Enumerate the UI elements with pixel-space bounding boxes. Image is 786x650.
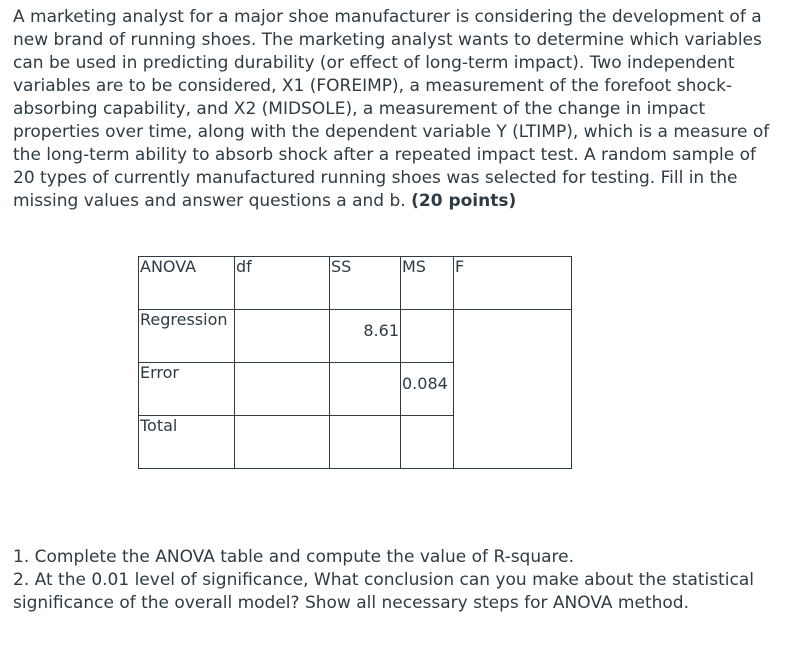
problem-text: A marketing analyst for a major shoe manufacturer is considering the development of a new brand of running shoes. The marketing analyst wants to determine which variables can be used in predicting durability (or effect of long-term impact). Two independent variables are to be considered, X1 (FOREIMP), a measurement of the forefoot shock-absorbing capability, and X2 (MIDSOLE), a measurement of the change in impact properties over time, along with the dependent variable Y (LTIMP), which is a measure of the long-term ability to absorb shock after a repeated impact test. A random sample of 20 types of currently manufactured running shoes was selected for testing. Fill in the missing values and answer questions a and b. — [13, 7, 770, 211]
source-error: Error — [139, 363, 235, 416]
anova-table — [138, 256, 572, 469]
error-df-cell — [235, 363, 330, 416]
regression-ms-cell — [401, 310, 454, 363]
error-ms-cell — [401, 363, 454, 416]
anova-row-regression — [139, 310, 572, 363]
anova-header-row — [139, 257, 572, 310]
header-df: df — [235, 257, 330, 310]
source-total: Total — [139, 416, 235, 469]
total-ms-cell — [401, 416, 454, 469]
question-2: 2. At the 0.01 level of significance, What conclusion can you make about the statistical significance of the overall model? Show all necessary steps for ANOVA method. — [13, 570, 755, 613]
error-ss-cell — [330, 363, 401, 416]
header-f: F — [454, 257, 572, 310]
header-ss: SS — [330, 257, 401, 310]
total-ss-cell — [330, 416, 401, 469]
regression-ss: 8.61 — [363, 321, 399, 340]
regression-df-cell — [235, 310, 330, 363]
points-label: (20 points) — [411, 191, 517, 211]
f-cell — [454, 310, 572, 469]
regression-ss-cell — [330, 310, 401, 363]
total-df-cell — [235, 416, 330, 469]
error-ms: 0.084 — [402, 374, 448, 393]
header-ms: MS — [401, 257, 454, 310]
questions — [13, 546, 773, 615]
source-regression: Regression — [139, 310, 235, 363]
problem-statement — [13, 6, 778, 213]
question-1: 1. Complete the ANOVA table and compute the value of R-square. — [13, 547, 575, 567]
header-anova: ANOVA — [139, 257, 235, 310]
